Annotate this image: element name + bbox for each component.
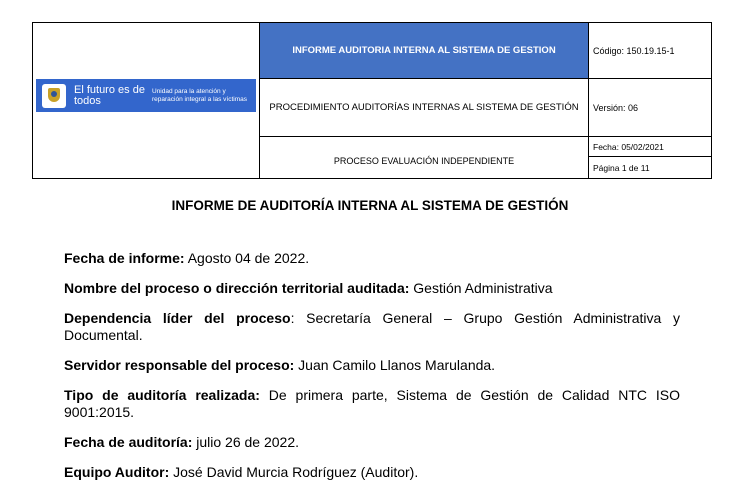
logo-unit-name: Unidad para la atención y reparación integral a las víctimas [152,88,248,103]
field-value: Juan Camilo Llanos Marulanda. [294,357,496,373]
field-value: Agosto 04 de 2022. [184,250,310,266]
field-label: Nombre del proceso o dirección territorial auditada: [64,280,410,296]
field-value: : Secretaría General – Grupo Gestión Administrativa y Documental. [64,310,680,343]
field-report-date [64,250,680,267]
logo-slogan: El futuro es de todos [74,83,145,107]
field-label: Fecha de auditoría: [64,434,193,450]
version-cell: Versión: 06 [589,79,711,137]
field-process-name [64,280,680,297]
coat-of-arms-icon [42,84,66,108]
field-value: julio 26 de 2022. [192,434,299,450]
field-value: José David Murcia Rodríguez (Auditor). [169,464,419,480]
page-cell: Página 1 de 11 [593,162,650,173]
report-title-cell: INFORME AUDITORIA INTERNA AL SISTEMA DE GESTION [260,23,589,79]
date-cell: Fecha: 05/02/2021 [589,137,711,157]
code-cell: Código: 150.19.15-1 [589,23,711,79]
field-label: Tipo de auditoría realizada: [64,387,260,403]
field-label: Dependencia líder del proceso [64,310,291,326]
field-responsible [64,357,680,374]
logo-cell [33,23,260,178]
document-title: INFORME DE AUDITORÍA INTERNA AL SISTEMA DE GESTIÓN [171,198,569,213]
document-header-table [32,22,712,179]
field-label: Servidor responsable del proceso: [64,357,295,373]
field-value: Gestión Administrativa [409,280,553,296]
process-cell: PROCESO EVALUACIÓN INDEPENDIENTE [260,137,589,178]
field-lead-unit [64,310,680,344]
entity-logo [36,79,256,112]
report-fields [64,250,680,494]
field-audit-team [64,464,680,481]
field-value: De primera parte, Sistema de Gestión de Calidad NTC ISO 9001:2015. [64,387,680,420]
field-audit-date [64,434,680,451]
field-audit-type [64,387,680,421]
field-label: Equipo Auditor: [64,464,170,480]
field-label: Fecha de informe: [64,250,185,266]
procedure-cell: PROCEDIMIENTO AUDITORÍAS INTERNAS AL SISTEMA DE GESTIÓN [260,79,589,137]
